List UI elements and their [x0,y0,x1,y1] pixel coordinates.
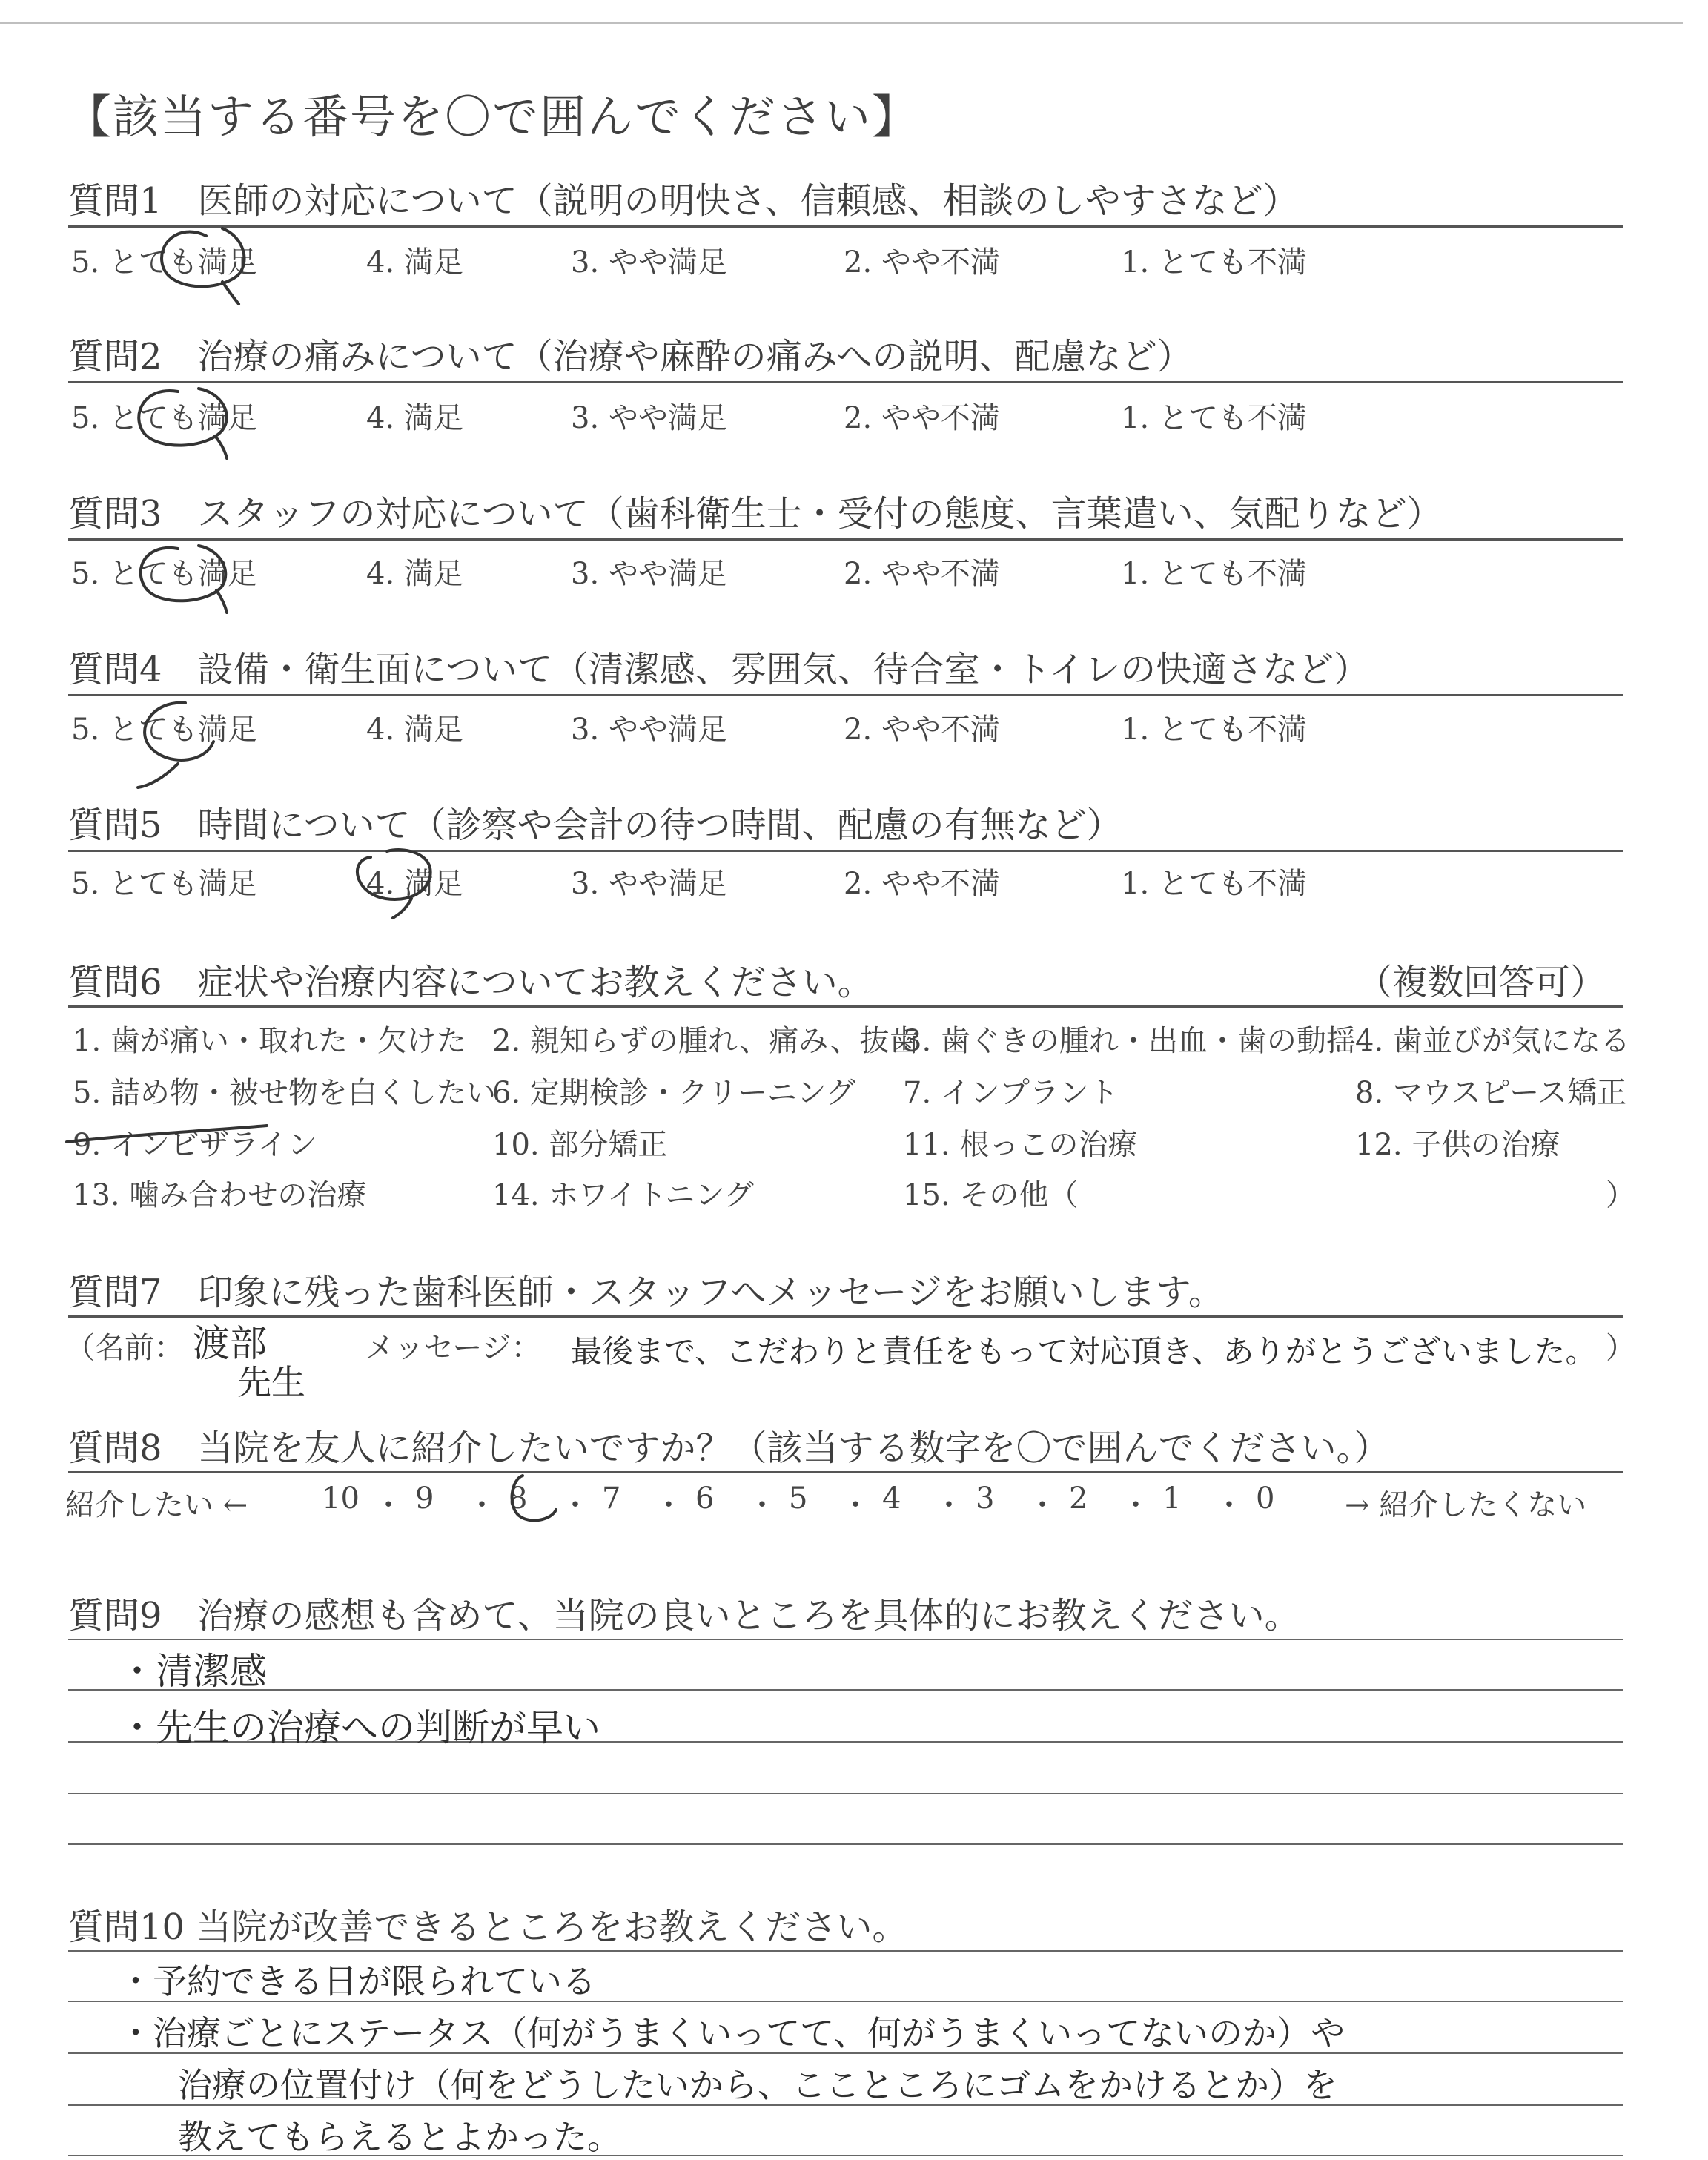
q3-option-3[interactable]: 3. やや満足 [571,557,727,591]
q8-separator-dot: ・ [467,1488,497,1522]
q3-selection-circle [141,546,227,612]
q8-separator-dot: ・ [374,1488,403,1522]
q9-answer-2[interactable]: ・先生の治療への判断が早い [119,1706,600,1749]
q3-option-4[interactable]: 4. 満足 [366,557,463,591]
q7-message-value[interactable]: 最後まで、こだわりと責任をもって対応頂き、ありがとうございました。 [571,1333,1597,1370]
q8-number-4[interactable]: 4 [882,1482,901,1516]
q7-heading: 質問7 印象に残った歯科医師・スタッフへメッセージをお願いします。 [68,1272,1224,1313]
q8-separator-dot: ・ [654,1488,683,1522]
q8-number-1[interactable]: 1 [1162,1482,1182,1516]
q5-option-1[interactable]: 1. とても不満 [1121,867,1307,901]
q8-number-0[interactable]: 0 [1256,1482,1275,1516]
q2-heading: 質問2 治療の痛みについて（治療や麻酔の痛みへの説明、配慮など） [68,336,1193,377]
q2-option-5[interactable]: 5. とても満足 [71,401,257,435]
q8-separator-dot: ・ [934,1488,964,1522]
q9-answer-1[interactable]: ・清潔感 [119,1650,267,1693]
q6-option-6[interactable]: 6. 定期検診・クリーニング [492,1076,856,1110]
q8-separator-dot: ・ [841,1488,870,1522]
q6-option-13[interactable]: 13. 噛み合わせの治療 [73,1178,367,1212]
q6-option-10[interactable]: 10. 部分矯正 [492,1128,668,1162]
q4-option-4[interactable]: 4. 満足 [366,713,463,747]
q8-separator-dot: ・ [1121,1488,1151,1522]
q8-number-7[interactable]: 7 [602,1482,621,1516]
q7-name-value-line2[interactable]: 先生 [237,1362,305,1402]
q7-message-label: メッセージ： [365,1331,541,1365]
q1-option-5[interactable]: 5. とても満足 [71,245,257,280]
q6-option-5[interactable]: 5. 詰め物・被せ物を白くしたい [73,1076,496,1110]
q6-option-2[interactable]: 2. 親知らずの腫れ、痛み、抜歯 [492,1024,919,1058]
q1-option-2[interactable]: 2. やや不満 [844,245,1000,280]
q5-option-4[interactable]: 4. 満足 [366,867,463,901]
q3-option-2[interactable]: 2. やや不満 [844,557,1000,591]
q4-option-3[interactable]: 3. やや満足 [571,713,727,747]
q6-option-4[interactable]: 4. 歯並びが気になる [1355,1024,1630,1058]
q6-option-3[interactable]: 3. 歯ぐきの腫れ・出血・歯の動揺 [903,1024,1356,1058]
q8-left-label: 紹介したい ← [65,1488,248,1522]
q5-selection-circle [357,850,431,918]
q8-separator-dot: ・ [1214,1488,1244,1522]
q8-number-8[interactable]: 8 [509,1482,528,1516]
q6-option-11[interactable]: 11. 根っこの治療 [903,1128,1138,1162]
q6-option-8[interactable]: 8. マウスピース矯正 [1355,1076,1627,1110]
q8-number-2[interactable]: 2 [1069,1482,1088,1516]
q5-option-2[interactable]: 2. やや不満 [844,867,1000,901]
q2-option-1[interactable]: 1. とても不満 [1121,401,1307,435]
q8-separator-dot: ・ [1027,1488,1057,1522]
q8-right-label: → 紹介したくない [1345,1488,1587,1522]
q5-option-5[interactable]: 5. とても満足 [71,867,257,901]
q10-heading: 質問10 当院が改善できるところをお教えください。 [68,1906,908,1948]
q7-name-label: （名前： [65,1331,184,1365]
q10-answer-3[interactable]: 治療の位置付け（何をどうしたいから、ここところにゴムをかけるとか）を [178,2065,1337,2105]
q3-option-1[interactable]: 1. とても不満 [1121,557,1307,591]
q8-separator-dot: ・ [747,1488,777,1522]
page-title: 【該当する番号を〇で囲んでください】 [65,90,920,144]
q1-option-1[interactable]: 1. とても不満 [1121,245,1307,280]
q8-selection-circle [512,1476,556,1520]
q6-option-9-strike [67,1126,267,1142]
q2-option-4[interactable]: 4. 満足 [366,401,463,435]
q6-option-14[interactable]: 14. ホワイトニング [492,1178,754,1212]
q2-option-3[interactable]: 3. やや満足 [571,401,727,435]
q6-option-7[interactable]: 7. インプラント [903,1076,1119,1110]
q1-selection-circle [162,228,244,304]
q8-number-5[interactable]: 5 [789,1482,808,1516]
q6-heading: 質問6 症状や治療内容についてお教えください。 [68,962,873,1003]
q4-option-2[interactable]: 2. やや不満 [844,713,1000,747]
q6-option-9[interactable]: 9. インビザライン [73,1128,317,1162]
q10-answer-4[interactable]: 教えてもらえるとよかった。 [178,2117,621,2157]
q5-heading: 質問5 時間について（診察や会計の待つ時間、配慮の有無など） [68,805,1122,846]
q3-heading: 質問3 スタッフの対応について（歯科衛生士・受付の態度、言葉遣い、気配りなど） [68,493,1443,535]
q9-heading: 質問9 治療の感想も含めて、当院の良いところを具体的にお教えください。 [68,1595,1300,1636]
q1-option-3[interactable]: 3. やや満足 [571,245,727,280]
q6-option-15-close: ） [1606,1178,1635,1212]
q6-option-15[interactable]: 15. その他（ [903,1178,1079,1212]
q8-number-9[interactable]: 9 [415,1482,434,1516]
q8-number-10[interactable]: 10 [322,1482,360,1516]
q6-multiple-note: （複数回答可） [1357,962,1606,1003]
q8-separator-dot: ・ [560,1488,590,1522]
q1-heading: 質問1 医師の対応について（説明の明快さ、信頼感、相談のしやすさなど） [68,180,1299,222]
q3-option-5[interactable]: 5. とても満足 [71,557,257,591]
q6-option-12[interactable]: 12. 子供の治療 [1355,1128,1560,1162]
q4-heading: 質問4 設備・衛生面について（清潔感、雰囲気、待合室・トイレの快適さなど） [68,649,1370,690]
q1-option-4[interactable]: 4. 満足 [366,245,463,280]
q8-heading: 質問8 当院を友人に紹介したいですか？（該当する数字を〇で囲んでください。） [68,1427,1390,1469]
q7-name-value-line1[interactable]: 渡部 [193,1322,267,1365]
q4-selection-circle [138,703,214,787]
q10-answer-2[interactable]: ・治療ごとにステータス（何がうまくいってて、何がうまくいってないのか）や [119,2013,1345,2053]
q2-option-2[interactable]: 2. やや不満 [844,401,1000,435]
q2-selection-circle [139,389,227,458]
q4-option-1[interactable]: 1. とても不満 [1121,713,1307,747]
q4-option-5[interactable]: 5. とても満足 [71,713,257,747]
q10-answer-1[interactable]: ・予約できる日が限られている [119,1961,596,2001]
q5-option-3[interactable]: 3. やや満足 [571,867,727,901]
q8-number-3[interactable]: 3 [976,1482,995,1516]
q8-number-6[interactable]: 6 [695,1482,715,1516]
q6-option-1[interactable]: 1. 歯が痛い・取れた・欠けた [73,1024,466,1058]
q7-close-paren: ） [1606,1331,1635,1365]
